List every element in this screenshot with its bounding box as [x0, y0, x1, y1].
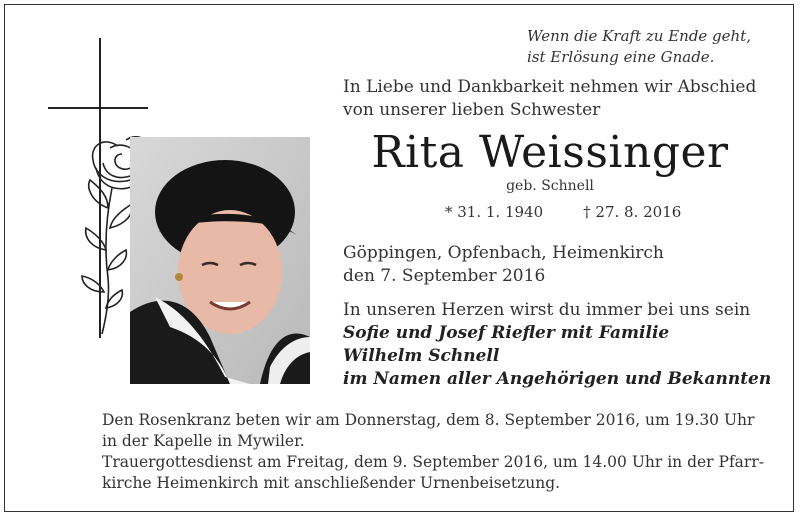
- birth-date: * 31. 1. 1940: [445, 203, 544, 221]
- deceased-name: Rita Weissinger: [371, 127, 729, 178]
- service-line: kirche Heimenkirch mit anschließender Urnenbeisetzung.: [102, 474, 561, 492]
- intro-text: [343, 76, 756, 122]
- place-line: Göppingen, Opfenbach, Heimenkirch: [343, 243, 664, 263]
- service-line: Trauergottesdienst am Freitag, dem 9. September 2016, um 14.00 Uhr in der Pfarr-: [102, 453, 764, 471]
- mourner-line: im Namen aller Angehörigen und Bekannten: [343, 369, 772, 389]
- service-line: in der Kapelle in Mywiler.: [102, 432, 305, 450]
- service-info: [102, 410, 764, 494]
- hearts-line: In unseren Herzen wirst du immer bei uns sein: [343, 300, 751, 320]
- service-line: Den Rosenkranz beten wir am Donnerstag, dem 8. September 2016, um 19.30 Uhr: [102, 411, 755, 429]
- intro-line: In Liebe und Dankbarkeit nehmen wir Abschied: [343, 77, 757, 97]
- intro-line: von unserer lieben Schwester: [343, 100, 601, 120]
- mourner-line: Wilhelm Schnell: [343, 346, 500, 366]
- motto: [527, 26, 751, 68]
- mourners-list: [343, 322, 771, 391]
- life-dates: [445, 203, 721, 221]
- place-and-date: [343, 242, 664, 288]
- birth-name: geb. Schnell: [506, 178, 594, 194]
- motto-line: ist Erlösung eine Gnade.: [527, 48, 715, 66]
- mourner-line: Sofie und Josef Riefler mit Familie: [343, 323, 670, 343]
- date-line: den 7. September 2016: [343, 266, 546, 286]
- death-date: † 27. 8. 2016: [583, 203, 682, 221]
- motto-line: Wenn die Kraft zu Ende geht,: [527, 27, 751, 45]
- portrait-photo: [130, 137, 310, 384]
